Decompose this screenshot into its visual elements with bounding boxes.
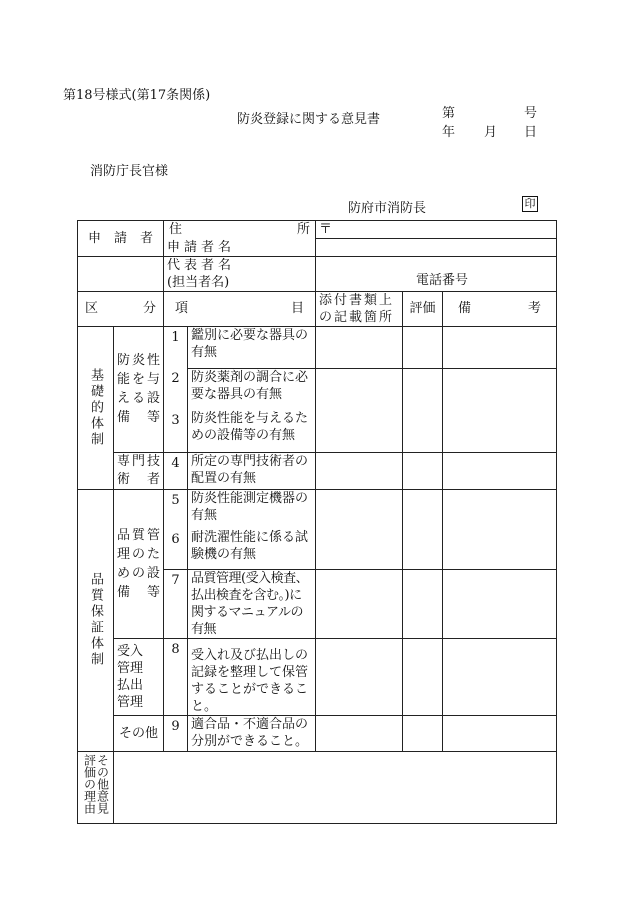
remarks-cell-1[interactable]	[443, 326, 557, 368]
attachment-cell-1[interactable]	[316, 326, 403, 368]
remarks-cell-2[interactable]	[443, 368, 557, 410]
col-remarks-2: 考	[528, 301, 542, 316]
date-year: 年	[442, 125, 456, 140]
remarks-cell-9[interactable]	[443, 715, 557, 751]
attachment-cell-3[interactable]	[316, 410, 403, 452]
item-no-9: 9	[164, 715, 188, 751]
receiving-label-b	[117, 660, 160, 677]
attachment-cell-4[interactable]	[316, 452, 403, 489]
address-value[interactable]	[316, 221, 557, 239]
form-number: 第18号様式(第17条関係)	[63, 88, 211, 103]
representative-value[interactable]	[316, 256, 557, 291]
remarks-cell-5[interactable]	[443, 489, 557, 529]
evaluation-cell-2[interactable]	[403, 368, 443, 410]
section-basic	[78, 326, 114, 489]
representative-sublabel: (担当者名)	[167, 274, 230, 290]
col-item-1: 項	[175, 301, 189, 316]
opinion-form-table	[77, 220, 557, 824]
receiving-label-a	[117, 643, 160, 660]
applicant-name-label: 申請者名	[167, 239, 236, 255]
item-no-7: 7	[164, 569, 188, 638]
number-suffix: 号	[524, 106, 538, 121]
column-header-row	[78, 291, 557, 326]
address-label-2: 所	[297, 222, 311, 237]
item-text-1: 鑑別に必要な器具の有無	[188, 326, 316, 368]
item-row-8	[78, 638, 557, 715]
address-row	[78, 221, 557, 239]
other-opinion-row	[78, 751, 557, 823]
col-attachment-label: 添付書類上の記載箇所	[319, 292, 395, 325]
evaluation-cell-9[interactable]	[403, 715, 443, 751]
evaluation-cell-4[interactable]	[403, 452, 443, 489]
number-prefix: 第	[442, 106, 456, 121]
document-title: 防炎登録に関する意見書	[237, 112, 381, 127]
evaluation-cell-3[interactable]	[403, 410, 443, 452]
evaluation-cell-5[interactable]	[403, 489, 443, 529]
subgroup-qc-facilities	[114, 489, 164, 638]
col-evaluation-label: 評価	[409, 301, 436, 316]
section-quality-label: 品質保証体制	[88, 572, 103, 668]
addressee: 消防庁長官様	[90, 164, 169, 179]
address-label-cell	[164, 221, 316, 239]
subgroup-experts	[114, 452, 164, 489]
evaluation-cell-8[interactable]	[403, 638, 443, 715]
item-text-7: 品質管理(受入検査、払出検査を含む。)に関するマニュアルの有無	[188, 569, 316, 638]
other-opinion-label: その他意見評価の理由	[82, 753, 110, 814]
item-no-3: 3	[164, 410, 188, 452]
attachment-cell-6[interactable]	[316, 529, 403, 569]
item-no-2: 2	[164, 368, 188, 410]
col-remarks	[443, 291, 557, 326]
subgroup-other	[114, 715, 164, 751]
other-opinion-label-cell	[78, 751, 114, 823]
receiving-label-b-text: 管理	[117, 660, 144, 676]
item-row-4	[78, 452, 557, 489]
item-text-3: 防炎性能を与えるための設備等の有無	[188, 410, 316, 452]
item-text-2: 防炎薬剤の調合に必要な器具の有無	[188, 368, 316, 410]
shipping-label-a	[117, 677, 160, 694]
item-row-9	[78, 715, 557, 751]
evaluation-cell-1[interactable]	[403, 326, 443, 368]
col-category	[78, 291, 164, 326]
item-no-4: 4	[164, 452, 188, 489]
attachment-cell-2[interactable]	[316, 368, 403, 410]
subgroup-facilities-label: 防炎性能を与える設備等	[117, 353, 161, 425]
item-row-1	[78, 326, 557, 368]
phone-label: 電話番号	[416, 272, 469, 288]
applicant-label-cell	[78, 221, 164, 257]
item-text-4: 所定の専門技術者の配置の有無	[188, 452, 316, 489]
col-remarks-1: 備	[458, 301, 472, 316]
attachment-cell-9[interactable]	[316, 715, 403, 751]
shipping-label-b-text: 管理	[117, 694, 144, 710]
representative-label-cell	[164, 256, 316, 291]
evaluation-cell-6[interactable]	[403, 529, 443, 569]
item-text-8: 受入れ及び払出しの記録を整理して保管することができること。	[188, 638, 316, 715]
shipping-label-a-text: 払出	[117, 677, 144, 693]
col-category-2: 分	[143, 301, 157, 316]
address-label-1: 住	[169, 222, 183, 237]
item-no-8: 8	[164, 638, 188, 715]
remarks-cell-3[interactable]	[443, 410, 557, 452]
item-text-6: 耐洗濯性能に係る試験機の有無	[188, 529, 316, 569]
col-item	[164, 291, 316, 326]
section-basic-label: 基礎的体制	[88, 367, 103, 448]
subgroup-facilities	[114, 326, 164, 452]
applicant-name-label-cell	[164, 239, 316, 257]
item-no-1: 1	[164, 326, 188, 368]
receiving-label-a-text: 受入	[117, 643, 144, 659]
remarks-cell-4[interactable]	[443, 452, 557, 489]
issuer: 防府市消防長	[348, 201, 427, 216]
shipping-label-b	[117, 694, 160, 711]
item-row-5	[78, 489, 557, 529]
subgroup-other-label: その他	[119, 725, 159, 741]
attachment-cell-5[interactable]	[316, 489, 403, 529]
applicant-label: 申 請 者	[88, 230, 154, 246]
col-category-1: 区	[85, 301, 99, 316]
subgroup-qc-facilities-label: 品質管理のための設備等	[117, 527, 161, 600]
other-opinion-value[interactable]	[114, 751, 557, 823]
applicant-label-cont	[78, 256, 164, 291]
subgroup-experts-label: 専門技術者	[117, 453, 161, 487]
attachment-cell-7[interactable]	[316, 569, 403, 638]
attachment-cell-8[interactable]	[316, 638, 403, 715]
remarks-cell-8[interactable]	[443, 638, 557, 715]
date-day: 日	[524, 125, 538, 140]
date-month: 月	[484, 125, 498, 140]
representative-label: 代表者名	[167, 257, 236, 273]
remarks-cell-6[interactable]	[443, 529, 557, 569]
representative-row	[78, 256, 557, 291]
remarks-cell-7[interactable]	[443, 569, 557, 638]
col-evaluation	[403, 291, 443, 326]
col-attachment	[316, 291, 403, 326]
seal-mark: 印	[522, 196, 538, 212]
item-no-5: 5	[164, 489, 188, 529]
applicant-name-value[interactable]	[316, 239, 557, 257]
evaluation-cell-7[interactable]	[403, 569, 443, 638]
subgroup-receiving	[114, 638, 164, 715]
item-text-9: 適合品・不適合品の分別ができること。	[188, 715, 316, 751]
col-item-2: 目	[291, 301, 305, 316]
item-no-6: 6	[164, 529, 188, 569]
section-quality	[78, 489, 114, 751]
postal-mark: 〒	[319, 222, 333, 237]
item-text-5: 防炎性能測定機器の有無	[188, 489, 316, 529]
